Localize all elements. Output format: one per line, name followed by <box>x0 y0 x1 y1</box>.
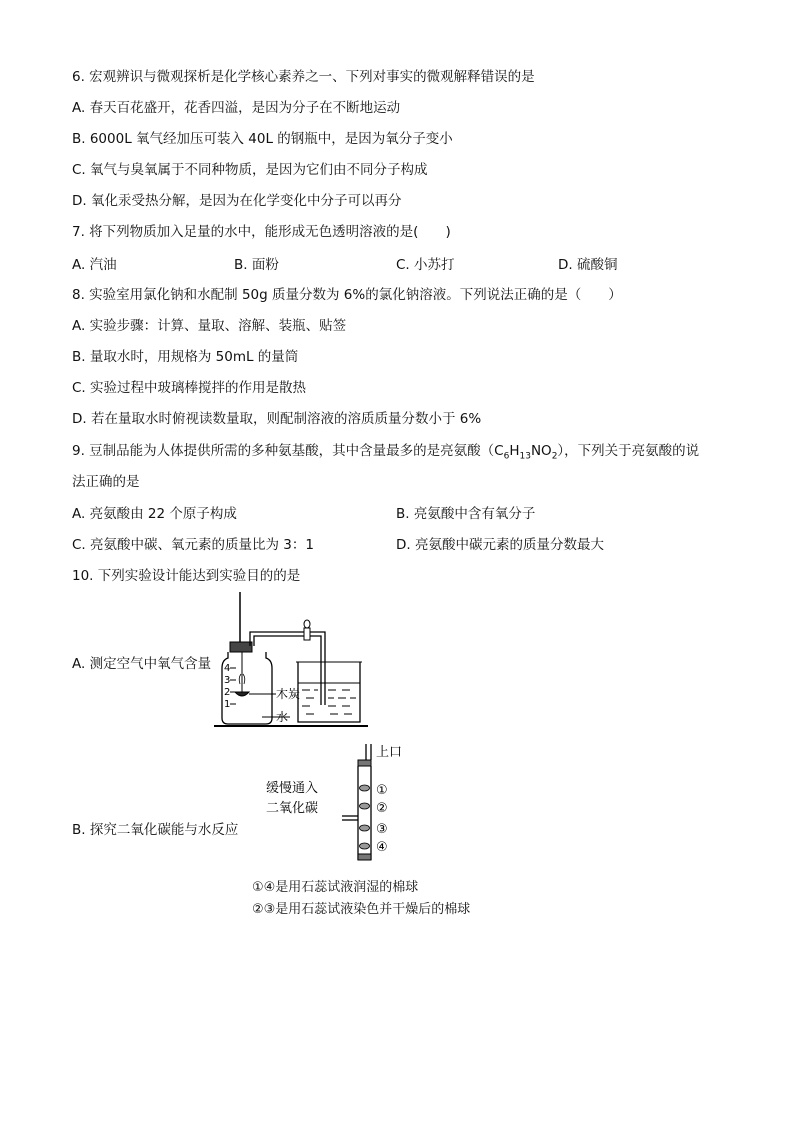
q9-sub-h: 13 <box>519 451 531 462</box>
q6-stem: 6. 宏观辨识与微观探析是化学核心素养之一、下列对事实的微观解释错误的是 <box>72 69 535 85</box>
q9-formula-no: NO <box>530 443 552 459</box>
q6-option-a[interactable]: A. 春天百花盛开，花香四溢，是因为分子在不断地运动 <box>72 100 401 116</box>
q10-fig-b-ball-1: ① <box>376 783 388 798</box>
q9-option-c[interactable]: C. 亮氨酸中碳、氧元素的质量比为 3：1 <box>72 537 314 553</box>
q10-fig-a-mark-4: 4 <box>224 663 231 674</box>
q10-fig-b-inlet-line2: 二氧化碳 <box>266 801 319 816</box>
q10-fig-b-ball-2: ② <box>376 801 388 816</box>
q9-formula-h: H <box>509 443 520 459</box>
q10-fig-a-charcoal-label: 木炭 <box>276 687 301 701</box>
q9-option-b[interactable]: B. 亮氨酸中含有氧分子 <box>396 506 536 522</box>
q10-fig-a-mark-3: 3 <box>224 675 231 686</box>
q9-stem <box>72 442 699 466</box>
q9-option-a[interactable]: A. 亮氨酸由 22 个原子构成 <box>72 506 237 522</box>
q10-fig-b-note1: ①④是用石蕊试液润湿的棉球 <box>252 880 419 895</box>
q7-stem: 7. 将下列物质加入足量的水中，能形成无色透明溶液的是( ) <box>72 224 451 240</box>
q10-figure-b <box>250 742 430 872</box>
q10-stem: 10. 下列实验设计能达到实验目的的是 <box>72 568 301 584</box>
q10-fig-a-water-label: 水 <box>276 710 289 724</box>
q9-stem-part2: ），下列关于亮氨酸的说 <box>557 443 700 459</box>
q10-fig-b-ball-3: ③ <box>376 822 388 837</box>
q7-option-d[interactable]: D. 硫酸铜 <box>558 257 618 273</box>
q8-option-b[interactable]: B. 量取水时，用规格为 50mL 的量筒 <box>72 349 299 365</box>
q9-sub-c: 6 <box>503 451 510 462</box>
q8-stem: 8. 实验室用氯化钠和水配制 50g 质量分数为 6%的氯化钠溶液。下列说法正确的是（ ） <box>72 287 622 303</box>
q9-sub-o: 2 <box>551 451 558 462</box>
q9-stem-line2: 法正确的是 <box>72 474 140 490</box>
q10-fig-b-top-label: 上口 <box>376 745 403 760</box>
q7-option-c[interactable]: C. 小苏打 <box>396 257 455 273</box>
q6-option-c[interactable]: C. 氧气与臭氧属于不同种物质，是因为它们由不同分子构成 <box>72 162 428 178</box>
q10-figure-a <box>210 590 380 735</box>
q10-fig-b-note2: ②③是用石蕊试液染色并干燥后的棉球 <box>252 902 471 917</box>
q6-option-b[interactable]: B. 6000L 氧气经加压可装入 40L 的钢瓶中，是因为氧分子变小 <box>72 131 453 147</box>
q10-fig-b-inlet-line1: 缓慢通入 <box>266 781 319 796</box>
q8-option-a[interactable]: A. 实验步骤：计算、量取、溶解、装瓶、贴签 <box>72 318 347 334</box>
q7-option-a[interactable]: A. 汽油 <box>72 257 117 273</box>
q7-option-b[interactable]: B. 面粉 <box>234 257 279 273</box>
q10-fig-b-ball-4: ④ <box>376 840 388 855</box>
q10-option-b[interactable]: B. 探究二氧化碳能与水反应 <box>72 822 239 838</box>
q8-option-c[interactable]: C. 实验过程中玻璃棒搅拌的作用是散热 <box>72 380 307 396</box>
q8-option-d[interactable]: D. 若在量取水时俯视读数量取，则配制溶液的溶质质量分数小于 6% <box>72 411 482 427</box>
q9-stem-part1: 9. 豆制品能为人体提供所需的多种氨基酸，其中含量最多的是亮氨酸（C <box>72 443 504 459</box>
q10-fig-a-mark-2: 2 <box>224 687 231 698</box>
q6-option-d[interactable]: D. 氧化汞受热分解，是因为在化学变化中分子可以再分 <box>72 193 402 209</box>
q9-option-d[interactable]: D. 亮氨酸中碳元素的质量分数最大 <box>396 537 604 553</box>
q10-option-a[interactable]: A. 测定空气中氧气含量 <box>72 656 212 672</box>
q10-fig-a-mark-1: 1 <box>224 699 231 710</box>
